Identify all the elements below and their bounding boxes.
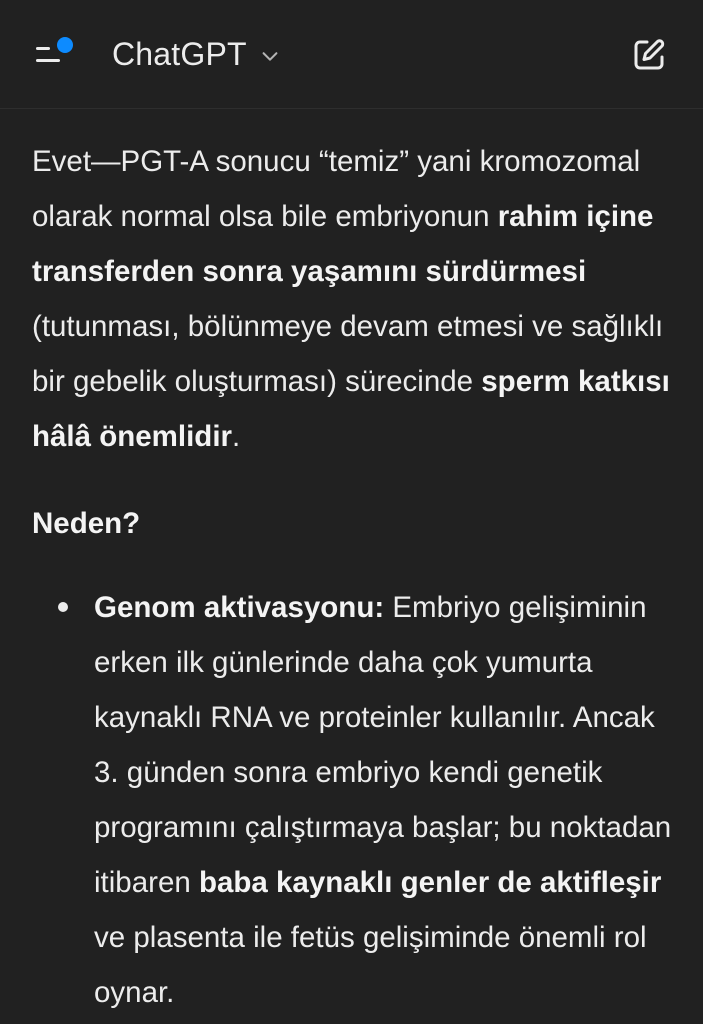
bold-text: baba kaynaklı genler de aktifleşir: [198, 866, 662, 899]
bold-text: sperm katkısı hâlâ önemlidir: [32, 365, 670, 453]
paragraph-text: .: [232, 420, 241, 453]
list-item: [94, 580, 684, 1020]
section-heading: Neden?: [32, 507, 141, 540]
menu-line-icon: [36, 59, 60, 62]
new-chat-button[interactable]: [628, 34, 670, 76]
message-paragraph: [32, 134, 682, 464]
paragraph-text: Evet—PGT-A sonucu “temiz” yani kromozomal olarak normal olsa bile embriyonun: [32, 145, 641, 233]
notification-dot-icon: [57, 37, 73, 53]
edit-icon: [628, 34, 670, 76]
top-bar: [0, 0, 703, 109]
app-title: ChatGPT: [112, 35, 247, 72]
list-item-text: Embriyo gelişiminin erken ilk günlerinde daha çok yumurta kaynaklı RNA ve proteinler kullanılır. Ancak 3. günden sonra embriyo kendi genetik programını çalıştırmaya başlar; bu noktadan itibaren: [94, 591, 672, 899]
chevron-down-icon: [259, 45, 281, 67]
menu-line-icon: [36, 47, 50, 50]
sidebar-menu-button[interactable]: [30, 36, 78, 76]
bullet-icon: [58, 602, 68, 612]
bold-text: Genom aktivasyonu:: [94, 591, 385, 624]
bold-text: rahim içine transferden sonra yaşamını sürdürmesi: [32, 200, 654, 288]
paragraph-text: (tutunması, bölünmeye devam etmesi ve sağlıklı bir gebelik oluşturması) sürecinde: [32, 310, 664, 398]
list-item-text: ve plasenta ile fetüs gelişiminde önemli rol oynar.: [94, 921, 647, 1009]
model-selector[interactable]: [112, 34, 281, 74]
